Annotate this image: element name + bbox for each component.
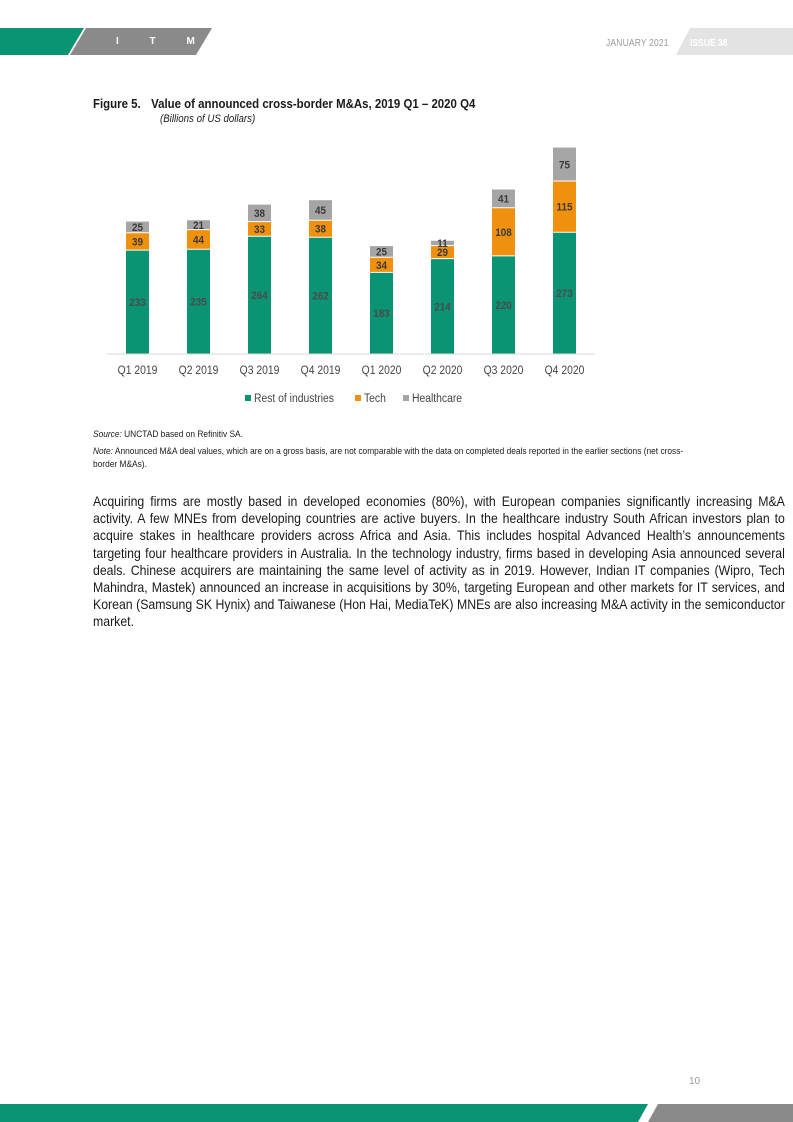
data-label: 41 — [497, 194, 510, 206]
data-label: 38 — [314, 224, 327, 236]
header-date: JANUARY 2021 — [606, 38, 669, 49]
figure-source — [93, 429, 243, 440]
x-tick-label: Q3 2020 — [483, 364, 524, 378]
data-label: 21 — [192, 220, 205, 233]
data-label: 220 — [495, 300, 512, 313]
legend-label: Rest of industries — [254, 392, 334, 406]
data-label: 262 — [312, 291, 329, 303]
data-label: 44 — [192, 235, 205, 247]
x-tick-label: Q2 2020 — [422, 364, 463, 378]
data-label: 183 — [373, 308, 390, 321]
data-label: 29 — [436, 247, 449, 260]
data-label: 38 — [253, 208, 266, 221]
data-label: 115 — [556, 202, 573, 214]
data-label: 25 — [131, 222, 144, 235]
source-label: Source: — [93, 429, 122, 440]
data-label: 108 — [495, 227, 512, 239]
data-label: 75 — [558, 159, 571, 172]
figure-title-text: Value of announced cross-border M&As, 2019 Q1 – 2020 Q4 — [151, 96, 476, 111]
figure-note — [93, 445, 700, 471]
x-tick-label: Q1 2019 — [117, 364, 158, 378]
data-label: 264 — [251, 290, 268, 303]
header-issue: ISSUE 38 — [690, 38, 728, 49]
page-header — [0, 0, 793, 60]
data-label: 273 — [556, 288, 573, 301]
page-number: 10 — [689, 1076, 701, 1087]
data-label: 33 — [253, 224, 266, 237]
data-label: 235 — [190, 297, 207, 309]
data-label: 11 — [437, 238, 448, 251]
x-tick-label: Q2 2019 — [178, 364, 219, 378]
legend-label: Tech — [364, 392, 386, 406]
data-label: 39 — [131, 237, 144, 249]
legend-swatch — [355, 395, 361, 401]
note-label: Note: — [93, 446, 113, 457]
legend-swatch — [403, 395, 409, 401]
note-text: Announced M&A deal values, which are on a gross basis, are not comparable with the data on completed deals reported in the earlier sections (net cross-border M&As). — [93, 446, 684, 470]
figure-title — [93, 96, 475, 111]
data-label: 233 — [129, 297, 146, 310]
trend-up-icon — [0, 0, 22, 20]
x-tick-label: Q1 2020 — [361, 364, 402, 378]
data-label: 25 — [375, 247, 388, 259]
data-label: 45 — [314, 205, 327, 218]
x-tick-label: Q4 2020 — [544, 364, 585, 378]
legend-label: Healthcare — [412, 392, 463, 406]
data-label: 34 — [375, 260, 388, 272]
figure-label: Figure 5. — [93, 96, 141, 111]
source-text: UNCTAD based on Refinitiv SA. — [124, 429, 243, 440]
x-tick-label: Q3 2019 — [239, 364, 280, 378]
header-band — [0, 0, 793, 60]
footer-band — [0, 1104, 793, 1122]
x-tick-label: Q4 2019 — [300, 364, 341, 378]
legend-swatch — [245, 395, 251, 401]
figure-subtitle: (Billions of US dollars) — [160, 113, 256, 125]
body-paragraph: Acquiring firms are mostly based in developed economies (80%), with European companies significantly increasing M&A activity. A few MNEs from developing countries are active buyers. In the healthcare industry South African investors plan to acquire stakes in healthcare providers across Africa and Asia. This includes hospital Advanced Health’s announcements targeting four healthcare providers in Australia. In the technology industry, firms based in developing Asia announced several deals. Chinese acquirers are maintaining the same level of activity as in 2019. However, Indian IT companies (Wipro, Tech Mahindra, Mastek) announced an increase in acquisitions by 30%, targeting European and other markets for IT services, and Korean (Samsung SK Hynix) and Taiwanese (Hon Hai, MediaTeK) MNEs are also increasing M&A activity in the semiconductor market. — [93, 493, 785, 630]
data-label: 214 — [434, 301, 451, 314]
stacked-bar-chart — [93, 132, 613, 412]
header-brand: I T M — [116, 36, 209, 47]
